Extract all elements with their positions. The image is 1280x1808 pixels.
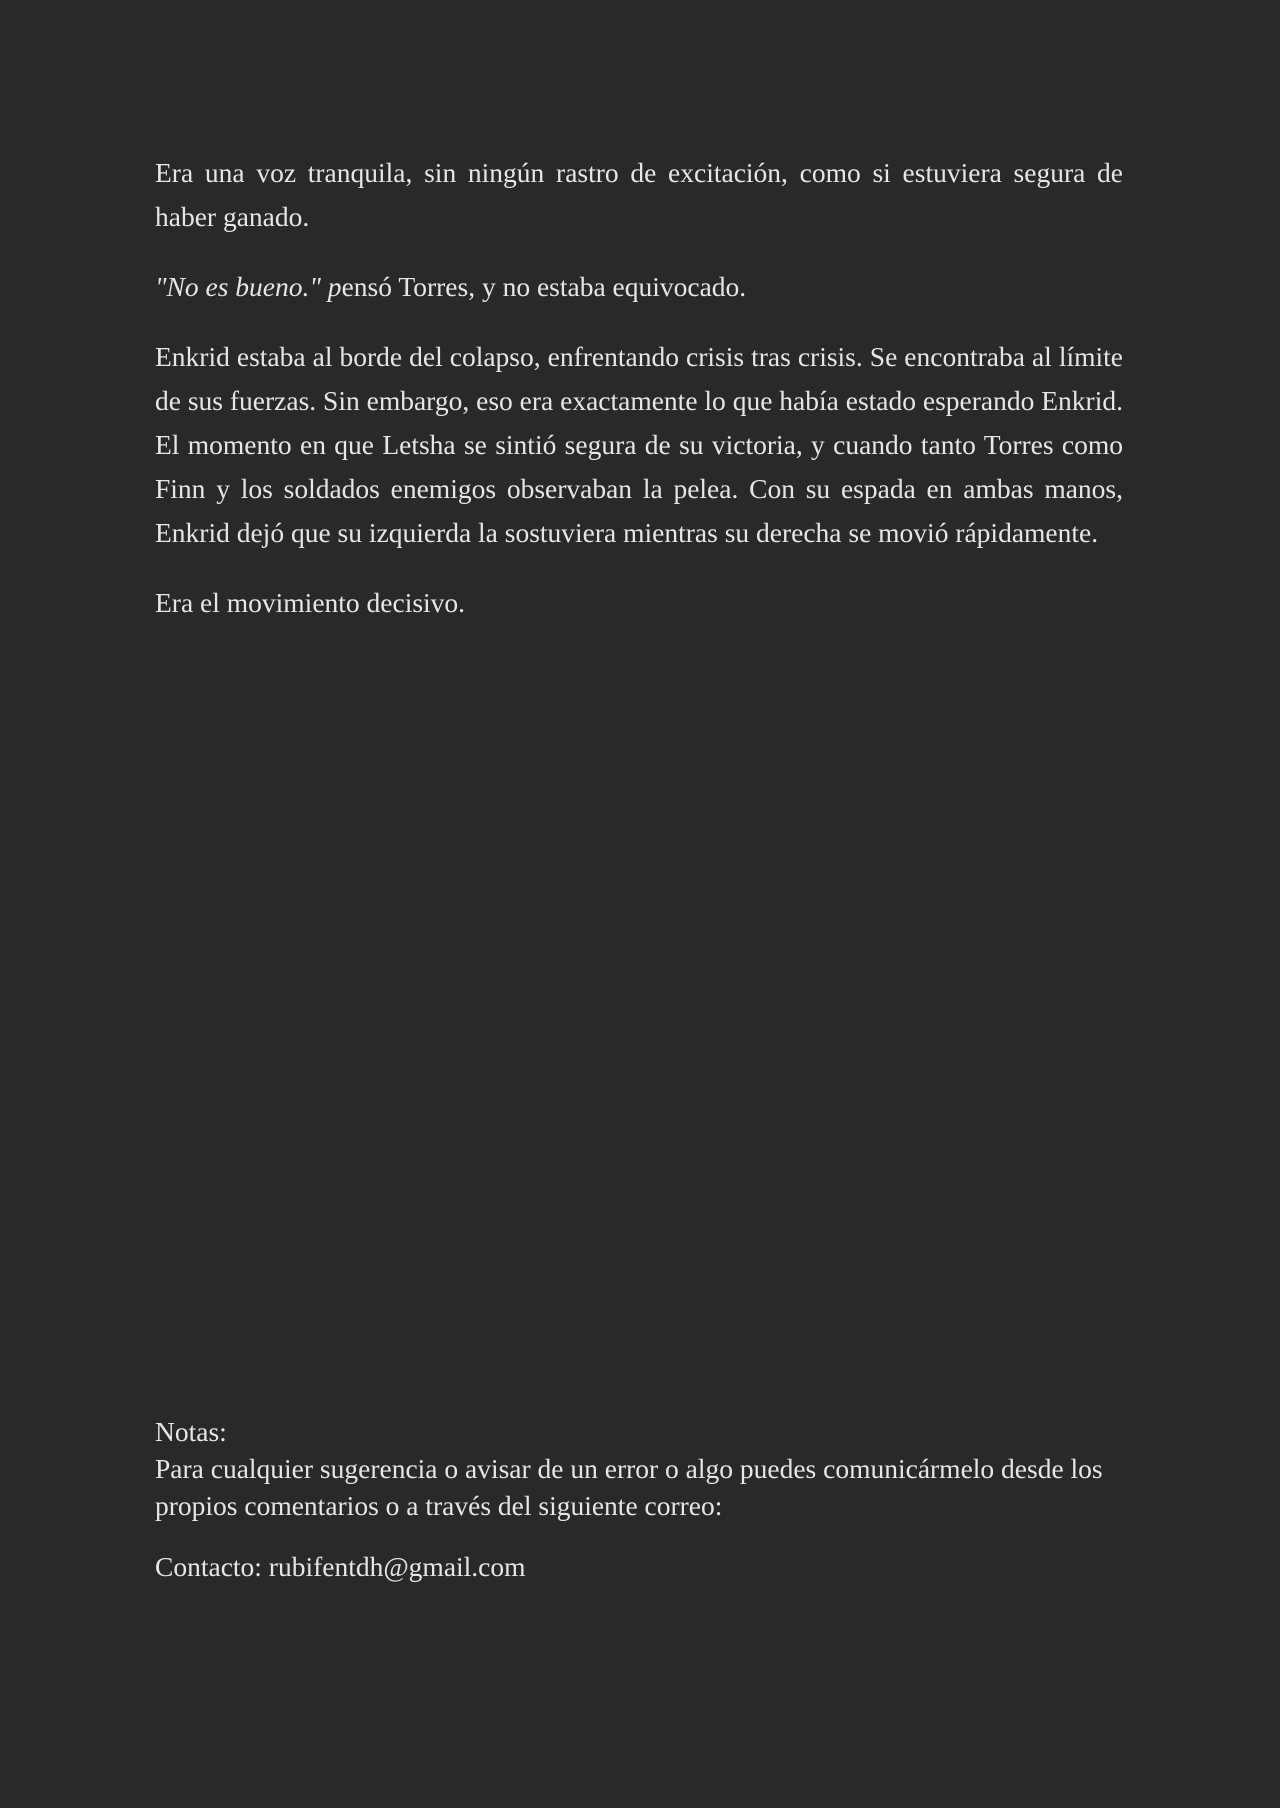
paragraph-4 xyxy=(155,581,1123,625)
paragraph-text: Enkrid estaba al borde del colapso, enfrentando crisis tras crisis. Se encontraba al límite de sus fuerzas. Sin embargo, eso era exactamente lo que había estado esperando Enkrid. El momento en que Letsha se sintió segura de su victoria, y cuando tanto Torres como Finn y los soldados enemigos observaban la pelea. Con su espada en ambas manos, Enkrid dejó que su izquierda la sostuviera mientras su derecha se movió rápidamente. xyxy=(155,341,1123,548)
chapter-text xyxy=(155,151,1123,651)
paragraph-2 xyxy=(155,265,1123,309)
notes-body: Para cualquier sugerencia o avisar de un error o algo puedes comunicármelo desde los propios comentarios o a través del siguiente correo: xyxy=(155,1453,1103,1521)
paragraph-text: Era una voz tranquila, sin ningún rastro de excitación, como si estuviera segura de haber ganado. xyxy=(155,157,1123,232)
paragraph-text: Era el movimiento decisivo. xyxy=(155,587,466,618)
notes-heading: Notas: xyxy=(155,1416,227,1447)
notes-section xyxy=(155,1413,1123,1585)
paragraph-3 xyxy=(155,335,1123,555)
paragraph-1 xyxy=(155,151,1123,239)
contact-line: Contacto: rubifentdh@gmail.com xyxy=(155,1551,526,1582)
paragraph-text: ensó Torres, y no estaba equivocado. xyxy=(341,271,747,302)
italic-quote: "No es bueno." p xyxy=(155,271,342,302)
